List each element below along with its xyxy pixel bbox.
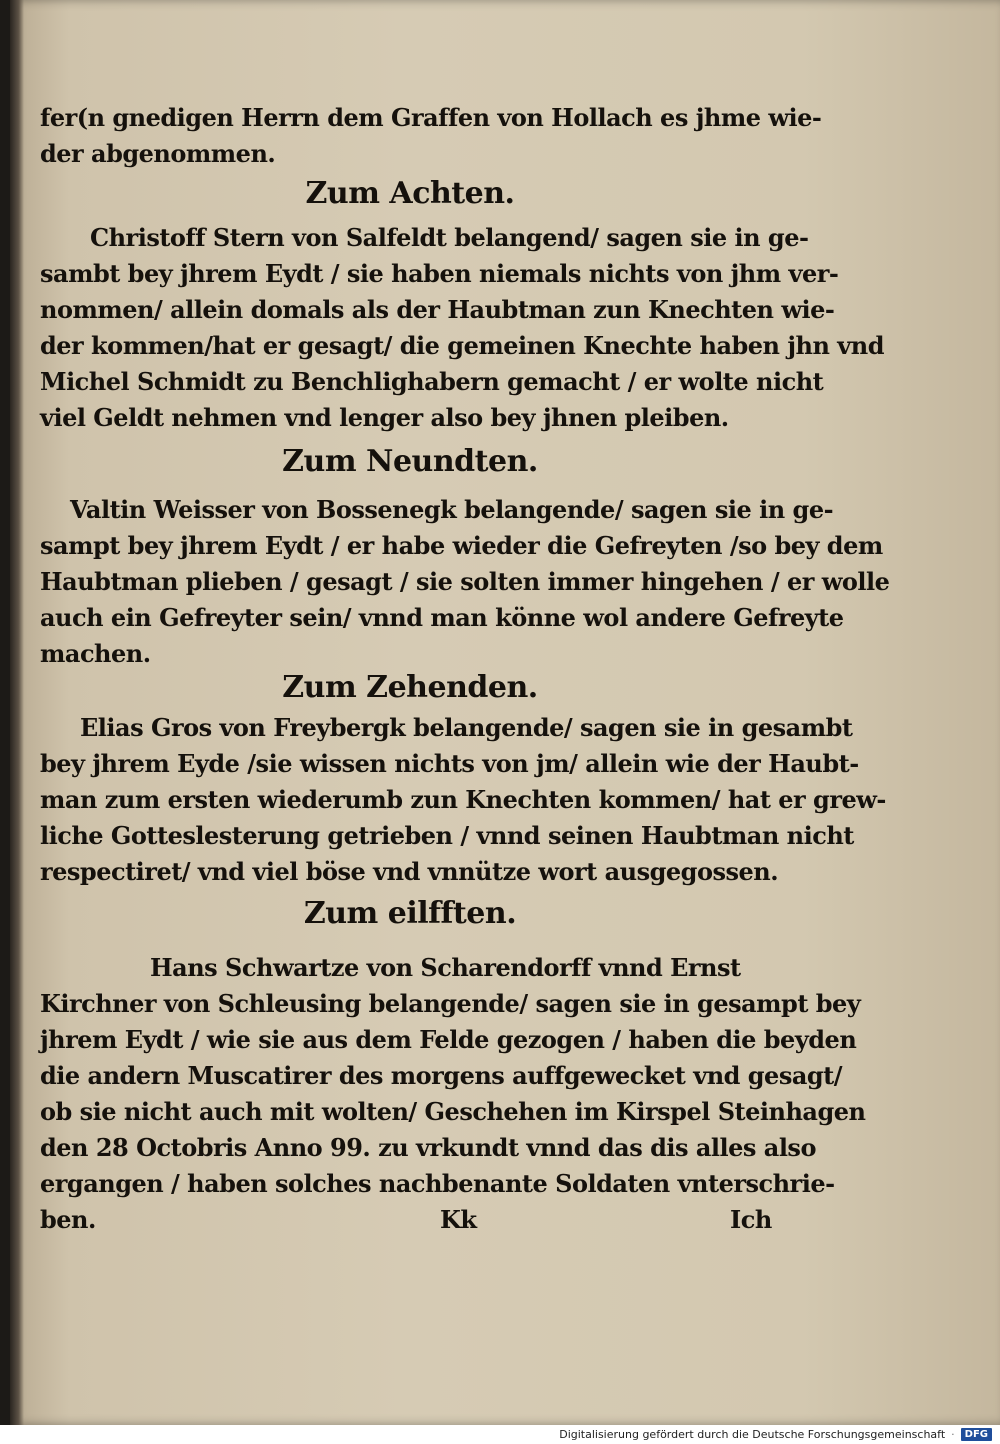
text-line: ergangen / haben solches nachbenante Soldaten vnterschrie-	[40, 1169, 835, 1198]
footer-separator: ·	[951, 1428, 955, 1441]
text-line: sampt bey jhrem Eydt / er habe wieder die Gefreyten /so bey dem	[40, 531, 883, 560]
text-line: Christoff Stern von Salfeldt belangend/ sagen sie in ge-	[90, 223, 809, 252]
section-heading: Zum eilfften.	[303, 896, 517, 931]
digitization-footer	[0, 1425, 1000, 1444]
signature-mark: Kk	[440, 1205, 477, 1234]
text-line: die andern Muscatirer des morgens auffgewecket vnd gesagt/	[40, 1061, 843, 1090]
text-line: viel Geldt nehmen vnd lenger also bey jhnen pleiben.	[40, 403, 729, 432]
page-gutter	[10, 0, 24, 1425]
text-line: Valtin Weisser von Bossenegk belangende/ sagen sie in ge-	[70, 495, 834, 524]
section-heading: Zum Zehenden.	[282, 670, 538, 705]
text-line: jhrem Eydt / wie sie aus dem Felde gezogen / haben die beyden	[40, 1025, 857, 1054]
funding-credit: Digitalisierung gefördert durch die Deutsche Forschungsgemeinschaft	[559, 1428, 946, 1441]
text-line: bey jhrem Eyde /sie wissen nichts von jm/ allein wie der Haubt-	[40, 749, 859, 778]
text-line: auch ein Gefreyter sein/ vnnd man könne wol andere Gefreyte	[40, 603, 844, 632]
text-line: der abgenommen.	[40, 139, 276, 168]
text-line: Hans Schwartze von Scharendorff vnnd Ernst	[150, 953, 741, 982]
section-heading: Zum Neundten.	[282, 444, 538, 479]
text-line: sambt bey jhrem Eydt / sie haben niemals nichts von jhm ver-	[40, 259, 839, 288]
text-line: respectiret/ vnd viel böse vnd vnnütze wort ausgegossen.	[40, 857, 779, 886]
text-line: der kommen/hat er gesagt/ die gemeinen Knechte haben jhn vnd	[40, 331, 884, 360]
dfg-logo-icon: DFG	[961, 1428, 992, 1441]
text-line: machen.	[40, 639, 151, 668]
text-line: Haubtman plieben / gesagt / sie solten immer hingehen / er wolle	[40, 567, 890, 596]
text-line: man zum ersten wiederumb zun Knechten kommen/ hat er grew-	[40, 785, 886, 814]
catchword: Ich	[730, 1205, 772, 1234]
text-line: Elias Gros von Freybergk belangende/ sagen sie in gesambt	[80, 713, 853, 742]
text-line: Michel Schmidt zu Benchlighabern gemacht / er wolte nicht	[40, 367, 824, 396]
text-line: fer(n gnedigen Herrn dem Graffen von Hollach es jhme wie-	[40, 103, 822, 132]
section-heading: Zum Achten.	[305, 176, 515, 211]
text-line: liche Gotteslesterung getrieben / vnnd seinen Haubtman nicht	[40, 821, 854, 850]
text-line: den 28 Octobris Anno 99. zu vrkundt vnnd das dis alles also	[40, 1133, 816, 1162]
text-line: Kirchner von Schleusing belangende/ sagen sie in gesampt bey	[40, 989, 861, 1018]
text-line: nommen/ allein domals als der Haubtman zun Knechten wie-	[40, 295, 835, 324]
text-line: ob sie nicht auch mit wolten/ Geschehen im Kirspel Steinhagen	[40, 1097, 866, 1126]
text-line: ben.	[40, 1205, 96, 1234]
book-page	[10, 0, 1000, 1425]
